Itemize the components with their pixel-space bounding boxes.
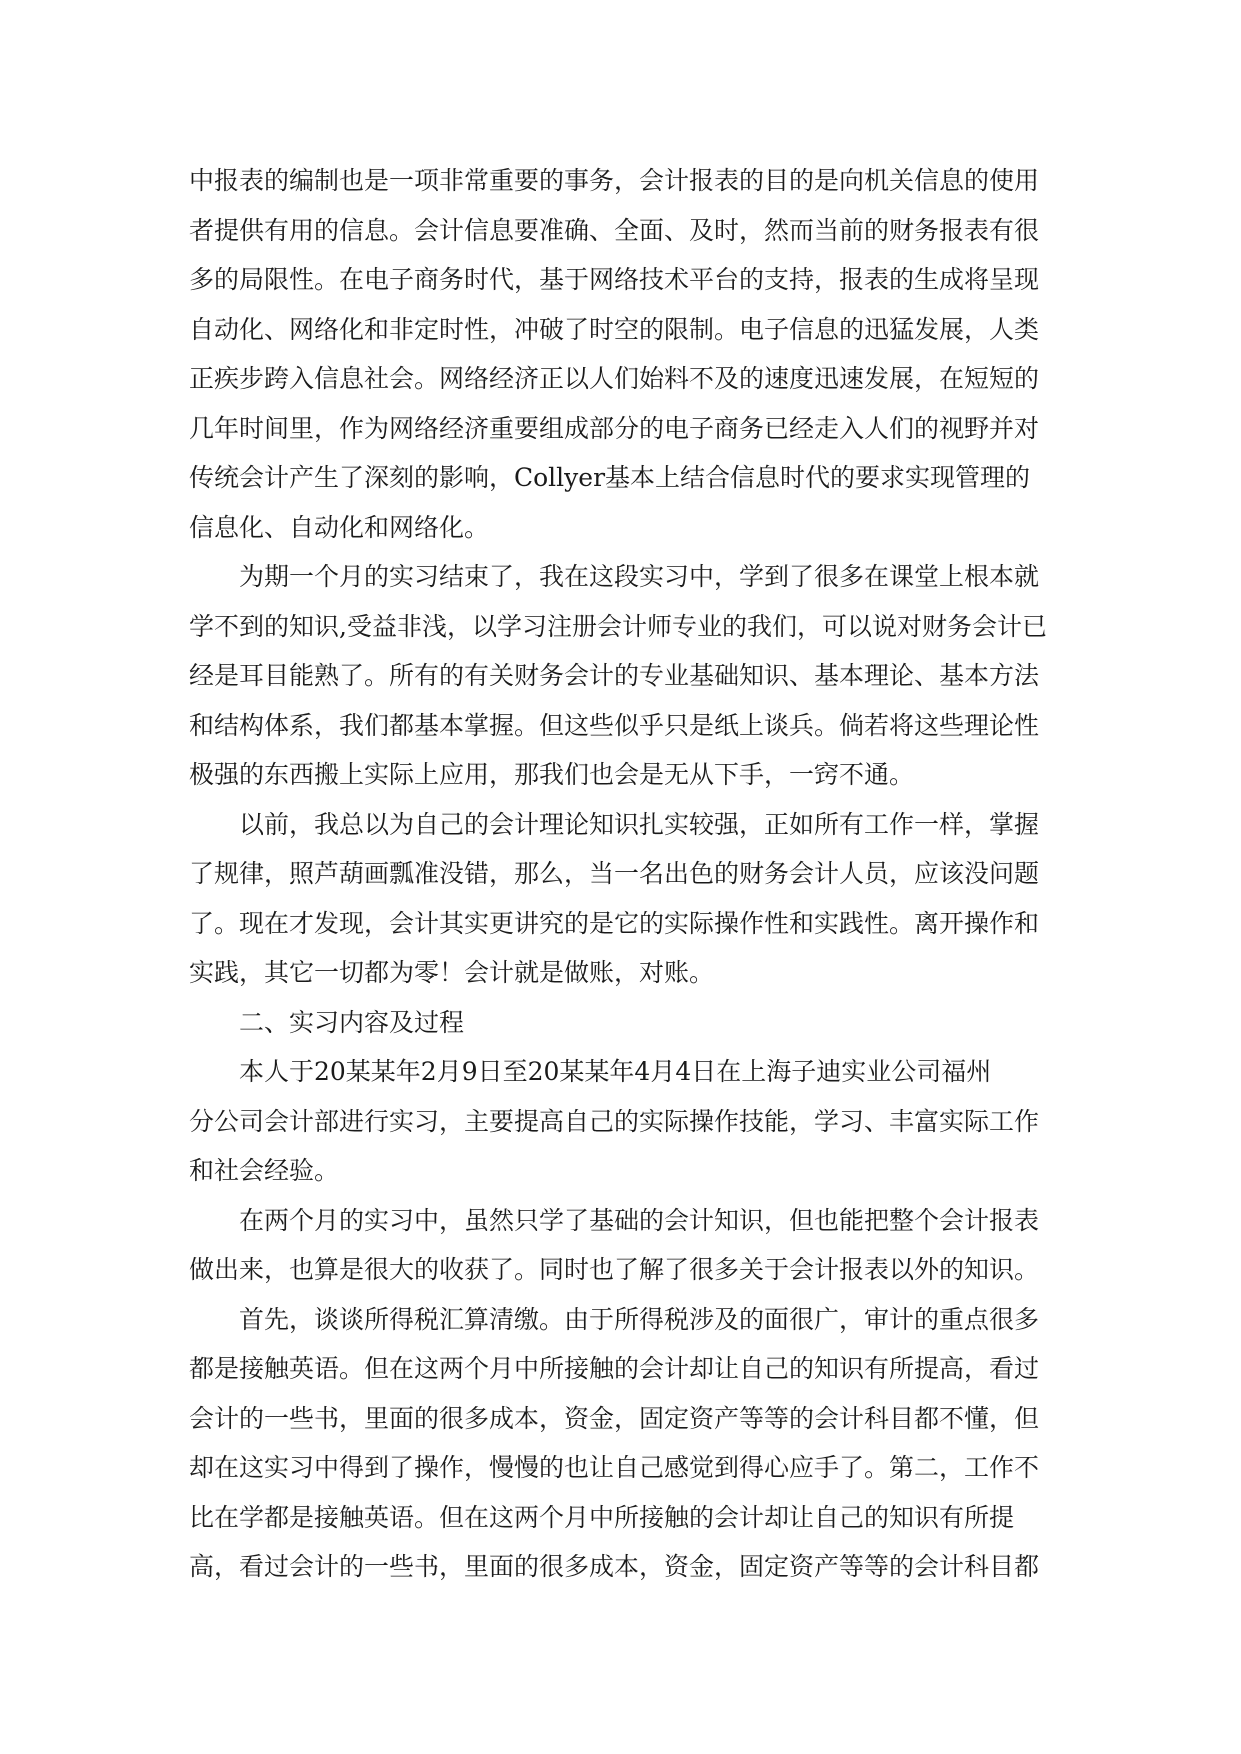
paragraph-first-line: 首先，谈谈所得税汇算清缴。由于所得税涉及的面很广，审计的重点很多	[239, 1304, 1040, 1334]
text-line: 了规律，照芦葫画瓢准没错，那么，当一名出色的财务会计人员，应该没问题	[189, 859, 1040, 888]
text-line: 和结构体系，我们都基本掌握。但这些似乎只是纸上谈兵。倘若将这些理论性	[189, 710, 1040, 740]
text-line: 高，看过会计的一些书，里面的很多成本，资金，固定资产等等的会计科目都	[189, 1552, 1040, 1581]
text-line: 分公司会计部进行实习，主要提高自己的实际操作技能，学习、丰富实际工作	[189, 1106, 1040, 1136]
text-line: 极强的东西搬上实际上应用，那我们也会是无从下手，一窍不通。	[189, 760, 915, 789]
text-line: 却在这实习中得到了操作，慢慢的也让自己感觉到得心应手了。第二，工作不	[189, 1453, 1040, 1482]
text-line: 多的局限性。在电子商务时代，基于网络技术平台的支持，报表的生成将呈现	[189, 265, 1040, 294]
paragraph-first-line: 为期一个月的实习结束了，我在这段实习中，学到了很多在课堂上根本就	[239, 562, 1040, 591]
text-line: 者提供有用的信息。会计信息要准确、全面、及时，然而当前的财务报表有很	[189, 215, 1040, 245]
text-line: 会计的一些书，里面的很多成本，资金，固定资产等等的会计科目都不懂，但	[189, 1403, 1040, 1433]
text-line: 和社会经验。	[189, 1156, 340, 1185]
paragraph-first-line: 在两个月的实习中，虽然只学了基础的会计知识，但也能把整个会计报表	[239, 1205, 1040, 1235]
text-line: 正疾步跨入信息社会。网络经济正以人们始料不及的速度迅速发展，在短短的	[189, 364, 1040, 393]
text-line: 都是接触英语。但在这两个月中所接触的会计却让自己的知识有所提高，看过	[189, 1354, 1040, 1383]
text-line: 中报表的编制也是一项非常重要的事务，会计报表的目的是向机关信息的使用	[189, 166, 1040, 195]
text-line: 信息化、自动化和网络化。	[189, 512, 490, 542]
text-line: 比在学都是接触英语。但在这两个月中所接触的会计却让自己的知识有所提	[189, 1502, 1015, 1532]
section-heading: 二、实习内容及过程	[239, 1007, 465, 1037]
text-line: 传统会计产生了深刻的影响，Collyer基本上结合信息时代的要求实现管理的	[189, 463, 1031, 492]
text-line: 自动化、网络化和非定时性，冲破了时空的限制。电子信息的迅猛发展，人类	[189, 314, 1040, 344]
text-line: 做出来，也算是很大的收获了。同时也了解了很多关于会计报表以外的知识。	[189, 1255, 1040, 1284]
body-text	[189, 156, 1059, 1592]
text-line: 了。现在才发现，会计其实更讲究的是它的实际操作性和实践性。离开操作和	[189, 908, 1040, 938]
text-line: 实践，其它一切都为零！会计就是做账，对账。	[189, 958, 715, 987]
paragraph-first-line: 以前，我总以为自己的会计理论知识扎实较强，正如所有工作一样，掌握	[239, 809, 1040, 839]
text-line: 几年时间里，作为网络经济重要组成部分的电子商务已经走入人们的视野并对	[189, 413, 1040, 443]
text-line: 学不到的知识,受益非浅，以学习注册会计师专业的我们，可以说对财务会计已	[189, 611, 1047, 641]
paragraph-first-line: 本人于20某某年2月9日至20某某年4月4日在上海子迪实业公司福州	[239, 1057, 992, 1086]
text-line: 经是耳目能熟了。所有的有关财务会计的专业基础知识、基本理论、基本方法	[189, 661, 1040, 690]
